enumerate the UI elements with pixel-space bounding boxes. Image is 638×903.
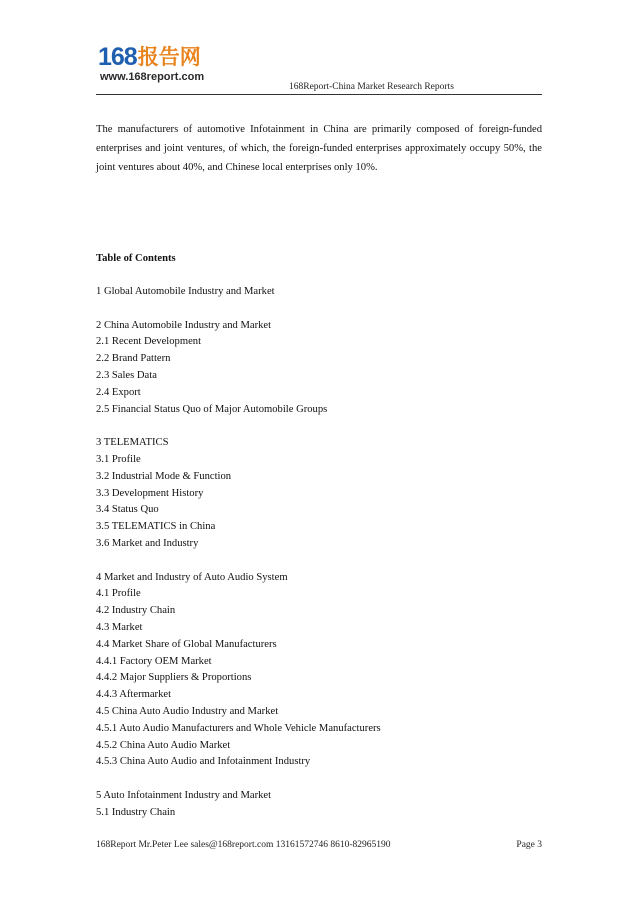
toc-entry: 2.4 Export <box>96 386 141 398</box>
toc-entry: 2.5 Financial Status Quo of Major Automobile Groups <box>96 403 328 415</box>
toc-entry: 3.4 Status Quo <box>96 504 159 516</box>
page-header <box>96 42 542 94</box>
company-logo[interactable] <box>96 42 226 88</box>
toc-entry: 2.2 Brand Pattern <box>96 353 171 365</box>
toc-entry: 4.5 China Auto Audio Industry and Market <box>96 705 279 717</box>
toc-entry: 3.2 Industrial Mode & Function <box>96 470 232 482</box>
toc-entry: 3.6 Market and Industry <box>96 537 199 549</box>
logo-number: 168 <box>98 43 137 71</box>
toc-entry: 2.3 Sales Data <box>96 369 157 381</box>
header-title: 168Report-China Market Research Reports <box>289 82 454 92</box>
logo-chinese-text: 报告网 <box>137 45 201 69</box>
logo-wordmark <box>98 42 201 72</box>
table-of-contents <box>96 284 542 822</box>
toc-entry: 1 Global Automobile Industry and Market <box>96 286 275 297</box>
toc-entry: 4.4 Market Share of Global Manufacturers <box>96 638 277 650</box>
toc-heading: Table of Contents <box>96 253 176 264</box>
toc-entry: 3.3 Development History <box>96 487 204 499</box>
toc-entry: 2.1 Recent Development <box>96 336 202 348</box>
toc-entry: 4.5.3 China Auto Audio and Infotainment Industry <box>96 756 311 768</box>
toc-entry: 5.1 Industry Chain <box>96 806 176 818</box>
intro-paragraph: The manufacturers of automotive Infotainment in China are primarily composed of foreign-funded enterprises and joint ventures, of which, the foreign-funded enterprises approximately occupy 50%, the joint ventures about 40%, and Chinese local enterprises only 10%. <box>96 124 542 173</box>
toc-entry: 4.5.1 Auto Audio Manufacturers and Whole Vehicle Manufacturers <box>96 722 381 734</box>
header-divider <box>96 94 542 95</box>
logo-url: www.168report.com <box>100 71 205 83</box>
toc-entry: 5 Auto Infotainment Industry and Market <box>96 789 272 801</box>
toc-entry: 3.1 Profile <box>96 453 141 465</box>
page-number: Page 3 <box>516 840 542 850</box>
toc-entry: 4 Market and Industry of Auto Audio System <box>96 571 288 583</box>
toc-entry: 4.4.1 Factory OEM Market <box>96 655 212 667</box>
toc-entry: 4.4.3 Aftermarket <box>96 689 172 701</box>
footer-contact: 168Report Mr.Peter Lee sales@168report.com 13161572746 8610-82965190 <box>96 840 391 850</box>
toc-entry: 4.4.2 Major Suppliers & Proportions <box>96 672 252 684</box>
toc-entry: 4.5.2 China Auto Audio Market <box>96 739 231 751</box>
toc-entry: 2 China Automobile Industry and Market <box>96 319 272 331</box>
toc-entry: 4.1 Profile <box>96 588 141 600</box>
toc-entry: 4.3 Market <box>96 621 143 633</box>
toc-entry: 4.2 Industry Chain <box>96 605 176 617</box>
toc-entry: 3.5 TELEMATICS in China <box>96 521 216 533</box>
toc-entry: 3 TELEMATICS <box>96 437 169 449</box>
